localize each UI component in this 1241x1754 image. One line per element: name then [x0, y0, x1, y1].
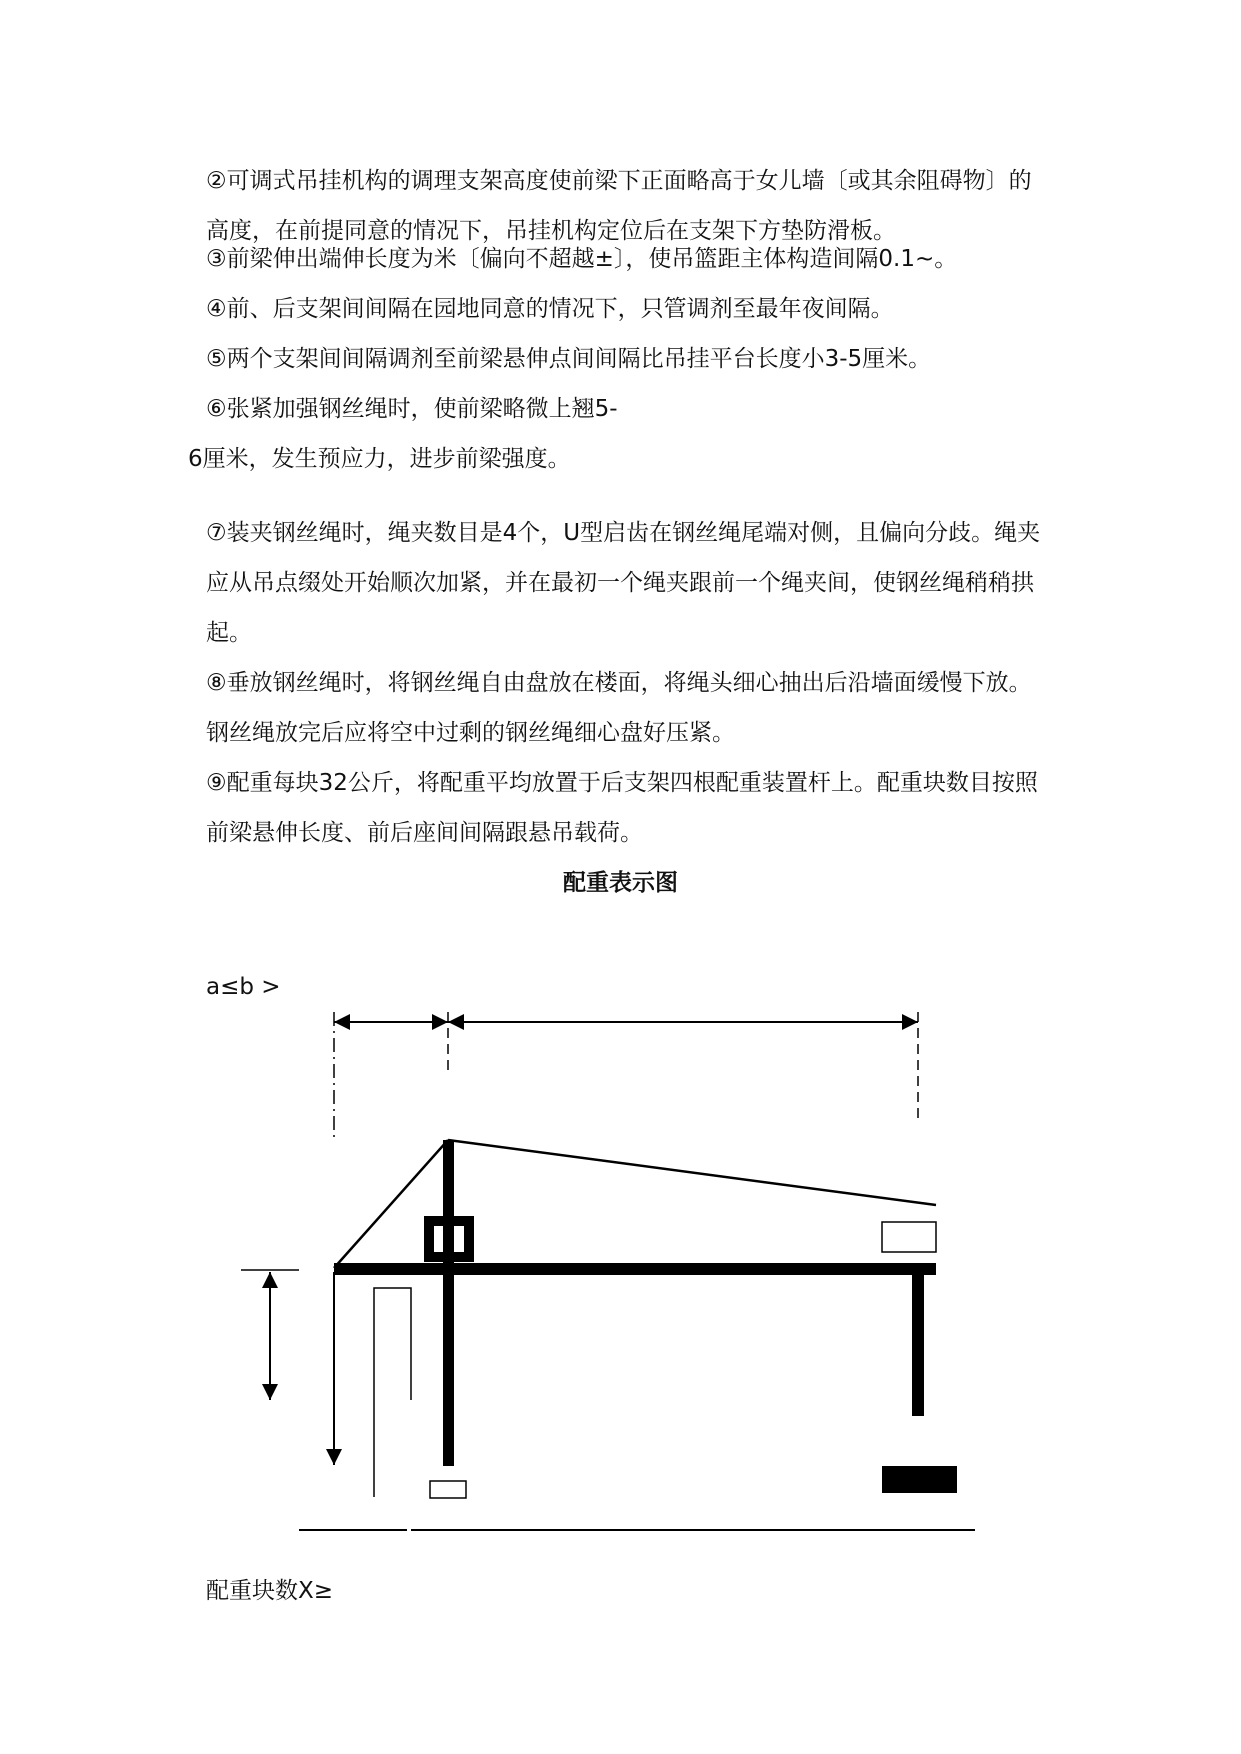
main-beam	[334, 1263, 936, 1275]
rear-post	[912, 1275, 924, 1416]
paragraph-5: ⑤两个支架间间隔调剂至前梁悬伸点间间隔比吊挂平台长度小3-5厘米。	[206, 346, 932, 372]
paragraph-8: ⑧垂放钢丝绳时，将钢丝绳自由盘放在楼面，将绳头细心抽出后沿墙面缓慢下放。钢丝绳放完后应将空中过剩的钢丝绳细心盘好压紧。	[206, 670, 1032, 746]
paragraph-2: ②可调式吊挂机构的调理支架高度使前梁下正面略高于女儿墙〔或其余阻碍物〕的高度，在前提同意的情况下，吊挂机构定位后在支架下方垫防滑板。	[206, 168, 1032, 244]
paragraph-4: ④前、后支架间间隔在园地同意的情况下，只管调剂至最年夜间隔。	[206, 296, 894, 322]
small-base-box	[430, 1481, 466, 1498]
paragraph-7: ⑦装夹钢丝绳时，绳夹数目是4个，U型启齿在钢丝绳尾端对侧，且偏向分歧。绳夹应从吊点缀处开始顺次加紧，并在最初一个绳夹跟前一个绳夹间，使钢丝绳稍稍拱起。	[206, 520, 1041, 646]
top-tension-rope	[448, 1140, 936, 1205]
formula-counterweight-count: 配重块数X≥	[206, 1578, 334, 1604]
paragraph-3: ③前梁伸出端伸长度为米〔偏向不超越±〕，使吊篮距主体构造间隔0.1~。	[206, 246, 958, 272]
counterweight-block	[882, 1466, 957, 1493]
front-post	[443, 1140, 454, 1466]
counterweight-box-upper	[882, 1222, 936, 1252]
parapet-wall-outline	[374, 1288, 411, 1497]
figure-title: 配重表示图	[563, 870, 678, 896]
paragraph-6b: 6厘米，发生预应力，进步前梁强度。	[188, 446, 571, 472]
formula-a-b: a≤b >	[206, 974, 281, 1000]
paragraph-6a: ⑥张紧加强钢丝绳时，使前梁略微上翘5-	[206, 396, 618, 422]
paragraph-9: ⑨配重每块32公斤，将配重平均放置于后支架四根配重装置杆上。配重块数目按照前梁悬伸长度、前后座间间隔跟悬吊载荷。	[206, 770, 1038, 846]
